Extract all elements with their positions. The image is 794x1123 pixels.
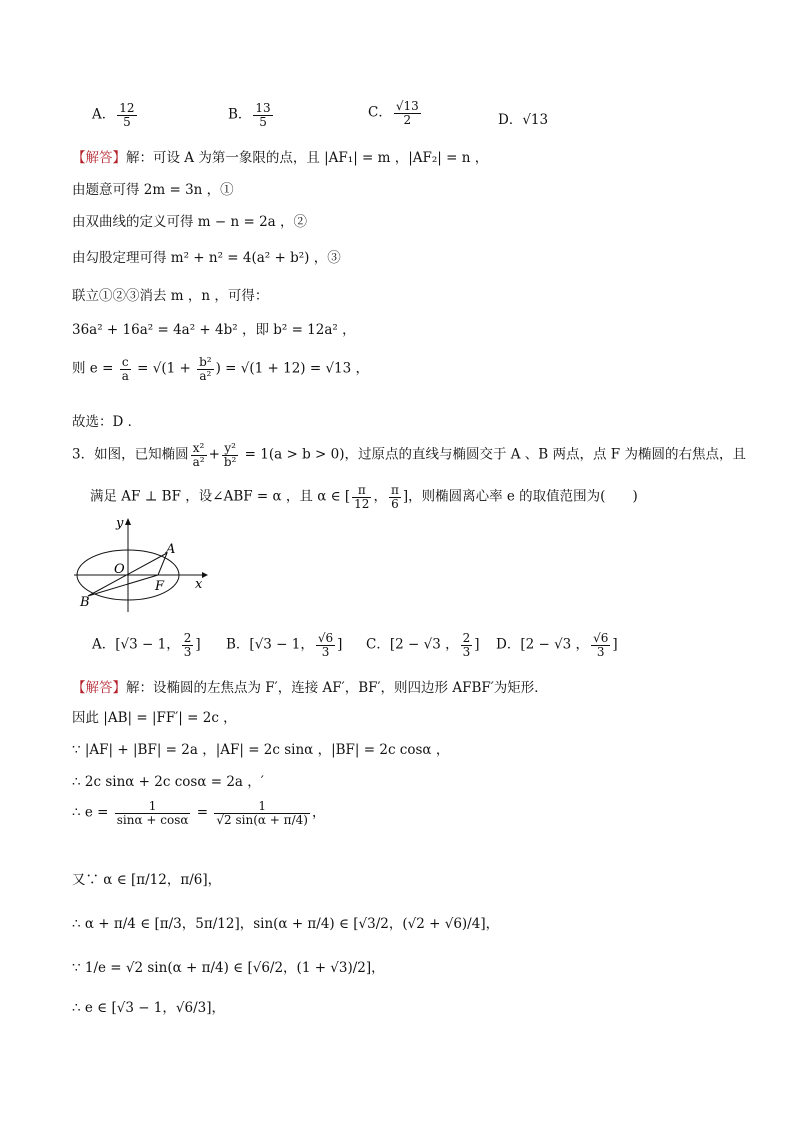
solution-2-line-6: ∴ α + π/4 ∈ [π/3，5π/12]，sin(α + π/4) ∈ [√3/2，(√2 + √6)/4]，	[72, 916, 500, 932]
ellipse-figure	[70, 516, 210, 616]
solution-2-line-5: 又∵ α ∈ [π/12，π/6]，	[72, 872, 222, 888]
label-a: A	[166, 542, 176, 557]
solution-2-line-4: ∴ e = $\frac{1}{\sin\alpha + \cos\alpha}$ = $\frac{1}{√2 \sin(\alpha + \pi/4)}$ ，	[72, 799, 326, 827]
label-f: F	[155, 579, 165, 594]
solution-2-line-2: ∵ |AF| + |BF| = 2a ，|AF| = 2c sinα ，|BF| = 2c cosα ，	[72, 742, 450, 758]
option-c-q3: C．[2 − √3 ， $\frac{2}{3}$ ]	[366, 631, 480, 659]
option-c-prev: C． $\frac{√13}{2}$	[368, 99, 419, 127]
label-b: B	[80, 595, 90, 610]
fraction: $\frac{12}{5}$	[119, 101, 135, 129]
solution-text: 解：可设 A 为第一象限的点，且 |AF₁| = m ，|AF₂| = n ，	[126, 150, 489, 166]
solution-1-line-5: 36a² + 16a² = 4a² + 4b² ，即 b² = 12a² ，	[72, 322, 356, 338]
solution-1-line-7: 故选：D ．	[72, 414, 142, 430]
x-axis-arrow	[202, 572, 208, 578]
solution-text: 解：设椭圆的左焦点为 F′，连接 AF′，BF′，则四边形 AFBF′为矩形．	[126, 680, 548, 696]
option-d-prev: D．√13	[498, 112, 549, 128]
option-d-q3: D．[2 − √3 ， $\frac{√6}{3}$ ]	[496, 631, 618, 659]
answer-heading: 【解答】	[72, 680, 126, 696]
option-a-q3: A．[√3 − 1， $\frac{2}{3}$ ]	[92, 631, 201, 659]
label-x: x	[195, 577, 203, 592]
fraction: $\frac{13}{5}$	[255, 101, 271, 129]
solution-2-line-7: ∵ 1/e = √2 sin(α + π/4) ∈ [√6/2，(1 + √3)/2]，	[72, 960, 385, 976]
question-3-stem-2: 满足 AF ⊥ BF ，设∠ABF = α ，且 α ∈ [ $\frac{\pi}{12}$ ， $\frac{\pi}{6}$ ]，则椭圆离心率 e 的取值范围为( )	[90, 483, 638, 511]
solution-2-line-3: ∴ 2c sinα + 2c cosα = 2a ，′	[72, 774, 264, 790]
solution-1-line-6: 则 e = $\frac{c}{a}$ = √(1 + $\frac{\text{b²}}{\text{a²}}$ ) = √(1 + 12) = √13 ，	[72, 355, 370, 383]
solution-2-intro	[72, 676, 548, 696]
question-3-stem: 3．如图，已知椭圆 $\frac{\text{x²}}{\text{a²}}$ + $\frac{\text{y²}}{\text{b²}}$ = 1(a > b > 0)，过原点的直线与椭圆交于 A 、B 两点，点 F 为椭圆的右焦点，且	[72, 441, 746, 469]
fraction: $\frac{√13}{2}$	[395, 99, 419, 127]
solution-1-line-1: 由题意可得 2m = 3n ，①	[72, 182, 234, 198]
line-bf	[88, 575, 158, 596]
solution-1-line-3: 由勾股定理可得 m² + n² = 4(a² + b²) ，③	[72, 250, 341, 266]
answer-heading: 【解答】	[72, 150, 126, 166]
label-y: y	[116, 516, 124, 531]
option-b-prev: B． $\frac{13}{5}$	[228, 101, 271, 129]
solution-2-line-1: 因此 |AB| = |FF′| = 2c ，	[72, 710, 237, 726]
solution-1-line-2: 由双曲线的定义可得 m − n = 2a ，②	[72, 214, 308, 230]
solution-1-intro	[72, 146, 488, 166]
label-o: O	[114, 562, 125, 577]
option-b-q3: B．[√3 − 1， $\frac{√6}{3}$ ]	[226, 631, 343, 659]
y-axis-arrow	[125, 518, 131, 525]
option-a-prev: A． $\frac{12}{5}$	[92, 101, 135, 129]
solution-1-line-4: 联立①②③消去 m ，n ，可得：	[72, 288, 269, 304]
solution-2-line-8: ∴ e ∈ [√3 − 1，√6/3]，	[72, 1000, 225, 1016]
